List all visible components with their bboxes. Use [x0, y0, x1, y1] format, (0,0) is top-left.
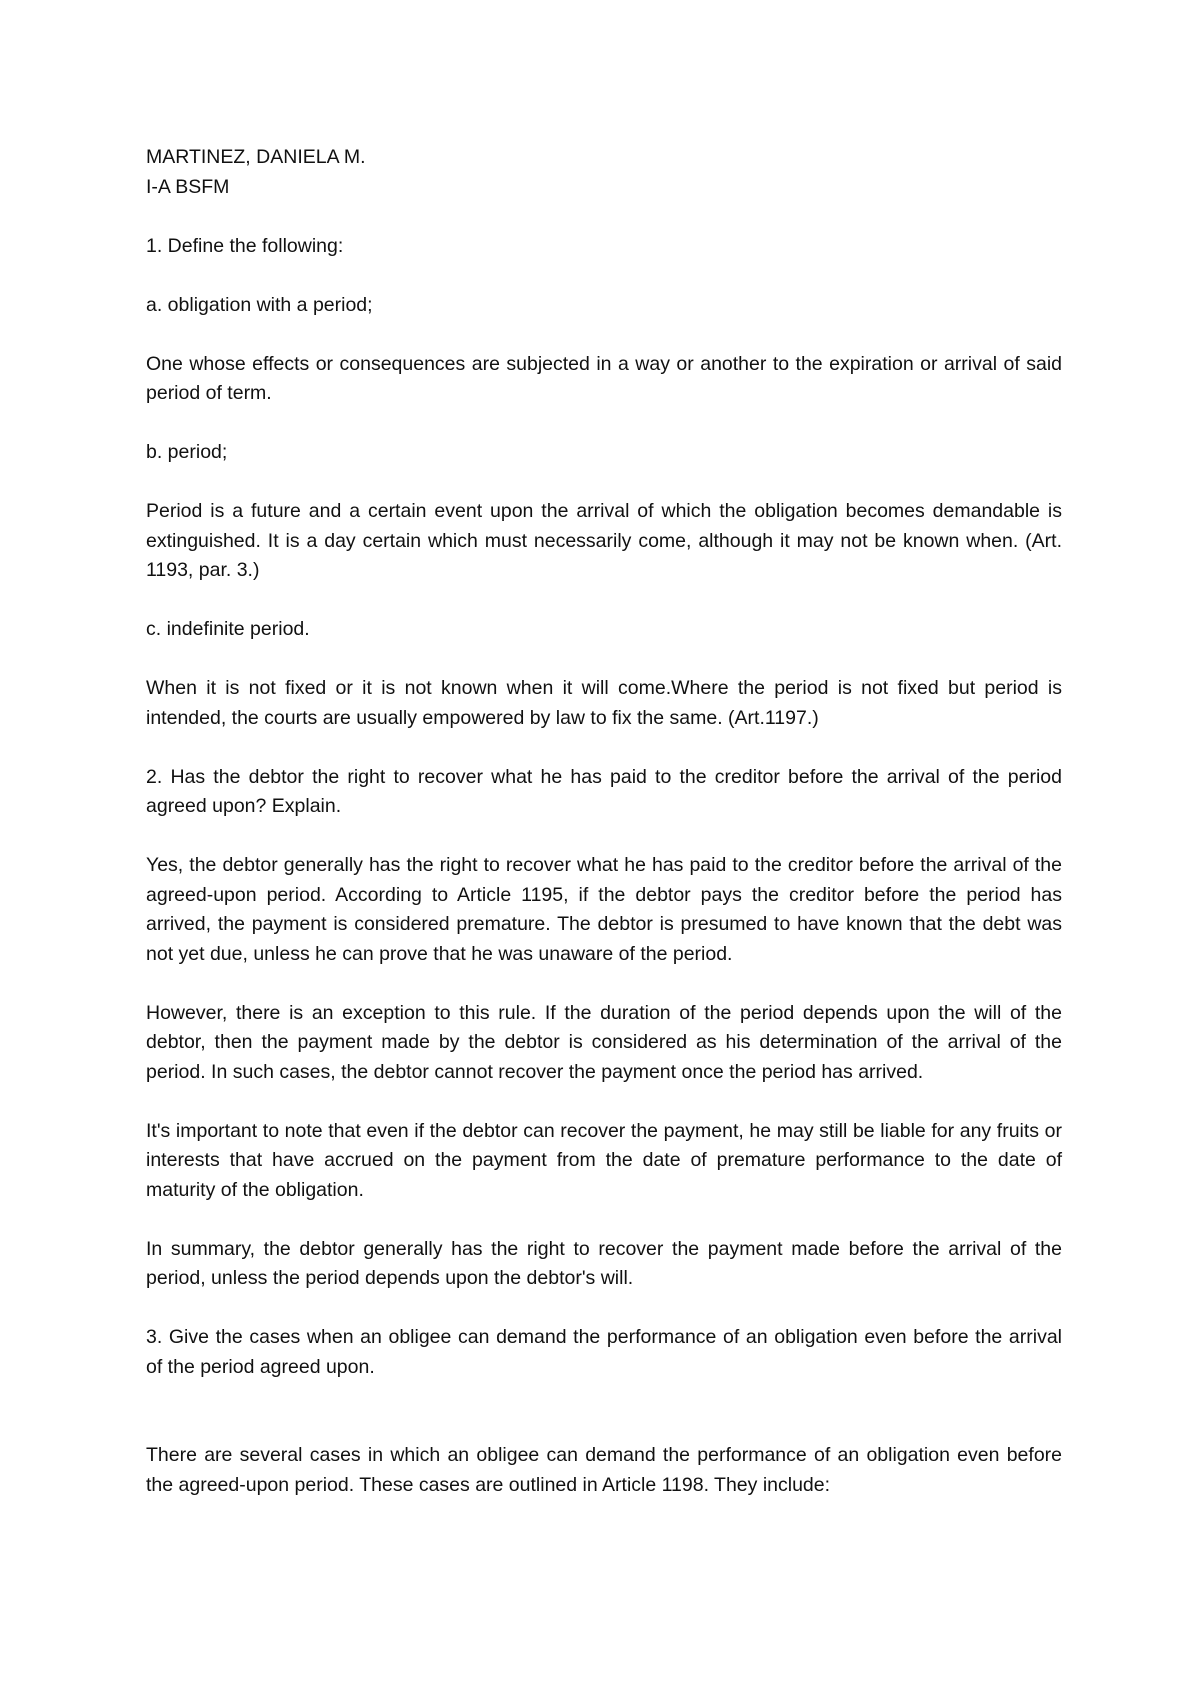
- student-header: [146, 143, 1062, 202]
- document-page: [146, 143, 1062, 1530]
- question-1a-term: a. obligation with a period;: [146, 293, 373, 316]
- question-2-answer-paragraph-3: It's important to note that even if the debtor can recover the payment, he may still be liable for any fruits or interests that have accrued on the payment from the date of premature performance to the date of maturity of the obligation.: [146, 1119, 1062, 1201]
- question-1c-term: c. indefinite period.: [146, 618, 310, 640]
- question-1a-definition: One whose effects or consequences are subjected in a way or another to the expiration or arrival of said period of term.: [146, 352, 1062, 404]
- question-1c-definition: When it is not fixed or it is not known when it will come.Where the period is not fixed but period is intended, the courts are usually empowered by law to fix the same. (Art.1197.): [146, 677, 1062, 729]
- question-3-answer-paragraph-1: There are several cases in which an obligee can demand the performance of an obligation even before the agreed-upon period. These cases are outlined in Article 1198. They include:: [146, 1444, 1062, 1496]
- question-1b-term: b. period;: [146, 441, 228, 463]
- question-1-prompt: 1. Define the following:: [146, 234, 344, 257]
- question-2-answer-paragraph-4: In summary, the debtor generally has the right to recover the payment made before the arrival of the period, unless the period depends upon the debtor's will.: [146, 1237, 1062, 1289]
- question-1b-definition: Period is a future and a certain event upon the arrival of which the obligation becomes demandable is extinguished. It is a day certain which must necessarily come, although it may not be known when. (Art. 1193, par. 3.): [146, 500, 1062, 581]
- question-3-prompt: 3. Give the cases when an obligee can demand the performance of an obligation even before the arrival of the period agreed upon.: [146, 1326, 1062, 1378]
- question-2-answer-paragraph-2: However, there is an exception to this rule. If the duration of the period depends upon the will of the debtor, then the payment made by the debtor is considered as his determination of the arrival of the period. In such cases, the debtor cannot recover the payment once the period has arrived.: [146, 1001, 1062, 1083]
- student-section: I-A BSFM: [146, 175, 230, 198]
- student-name: MARTINEZ, DANIELA M.: [146, 146, 366, 168]
- question-2-prompt: 2. Has the debtor the right to recover what he has paid to the creditor before the arrival of the period agreed upon? Explain.: [146, 765, 1062, 817]
- question-2-answer-paragraph-1: Yes, the debtor generally has the right to recover what he has paid to the creditor before the arrival of the agreed-upon period. According to Article 1195, if the debtor pays the creditor before the period has arrived, the payment is considered premature. The debtor is presumed to have known that the debt was not yet due, unless he can prove that he was unaware of the period.: [146, 854, 1062, 965]
